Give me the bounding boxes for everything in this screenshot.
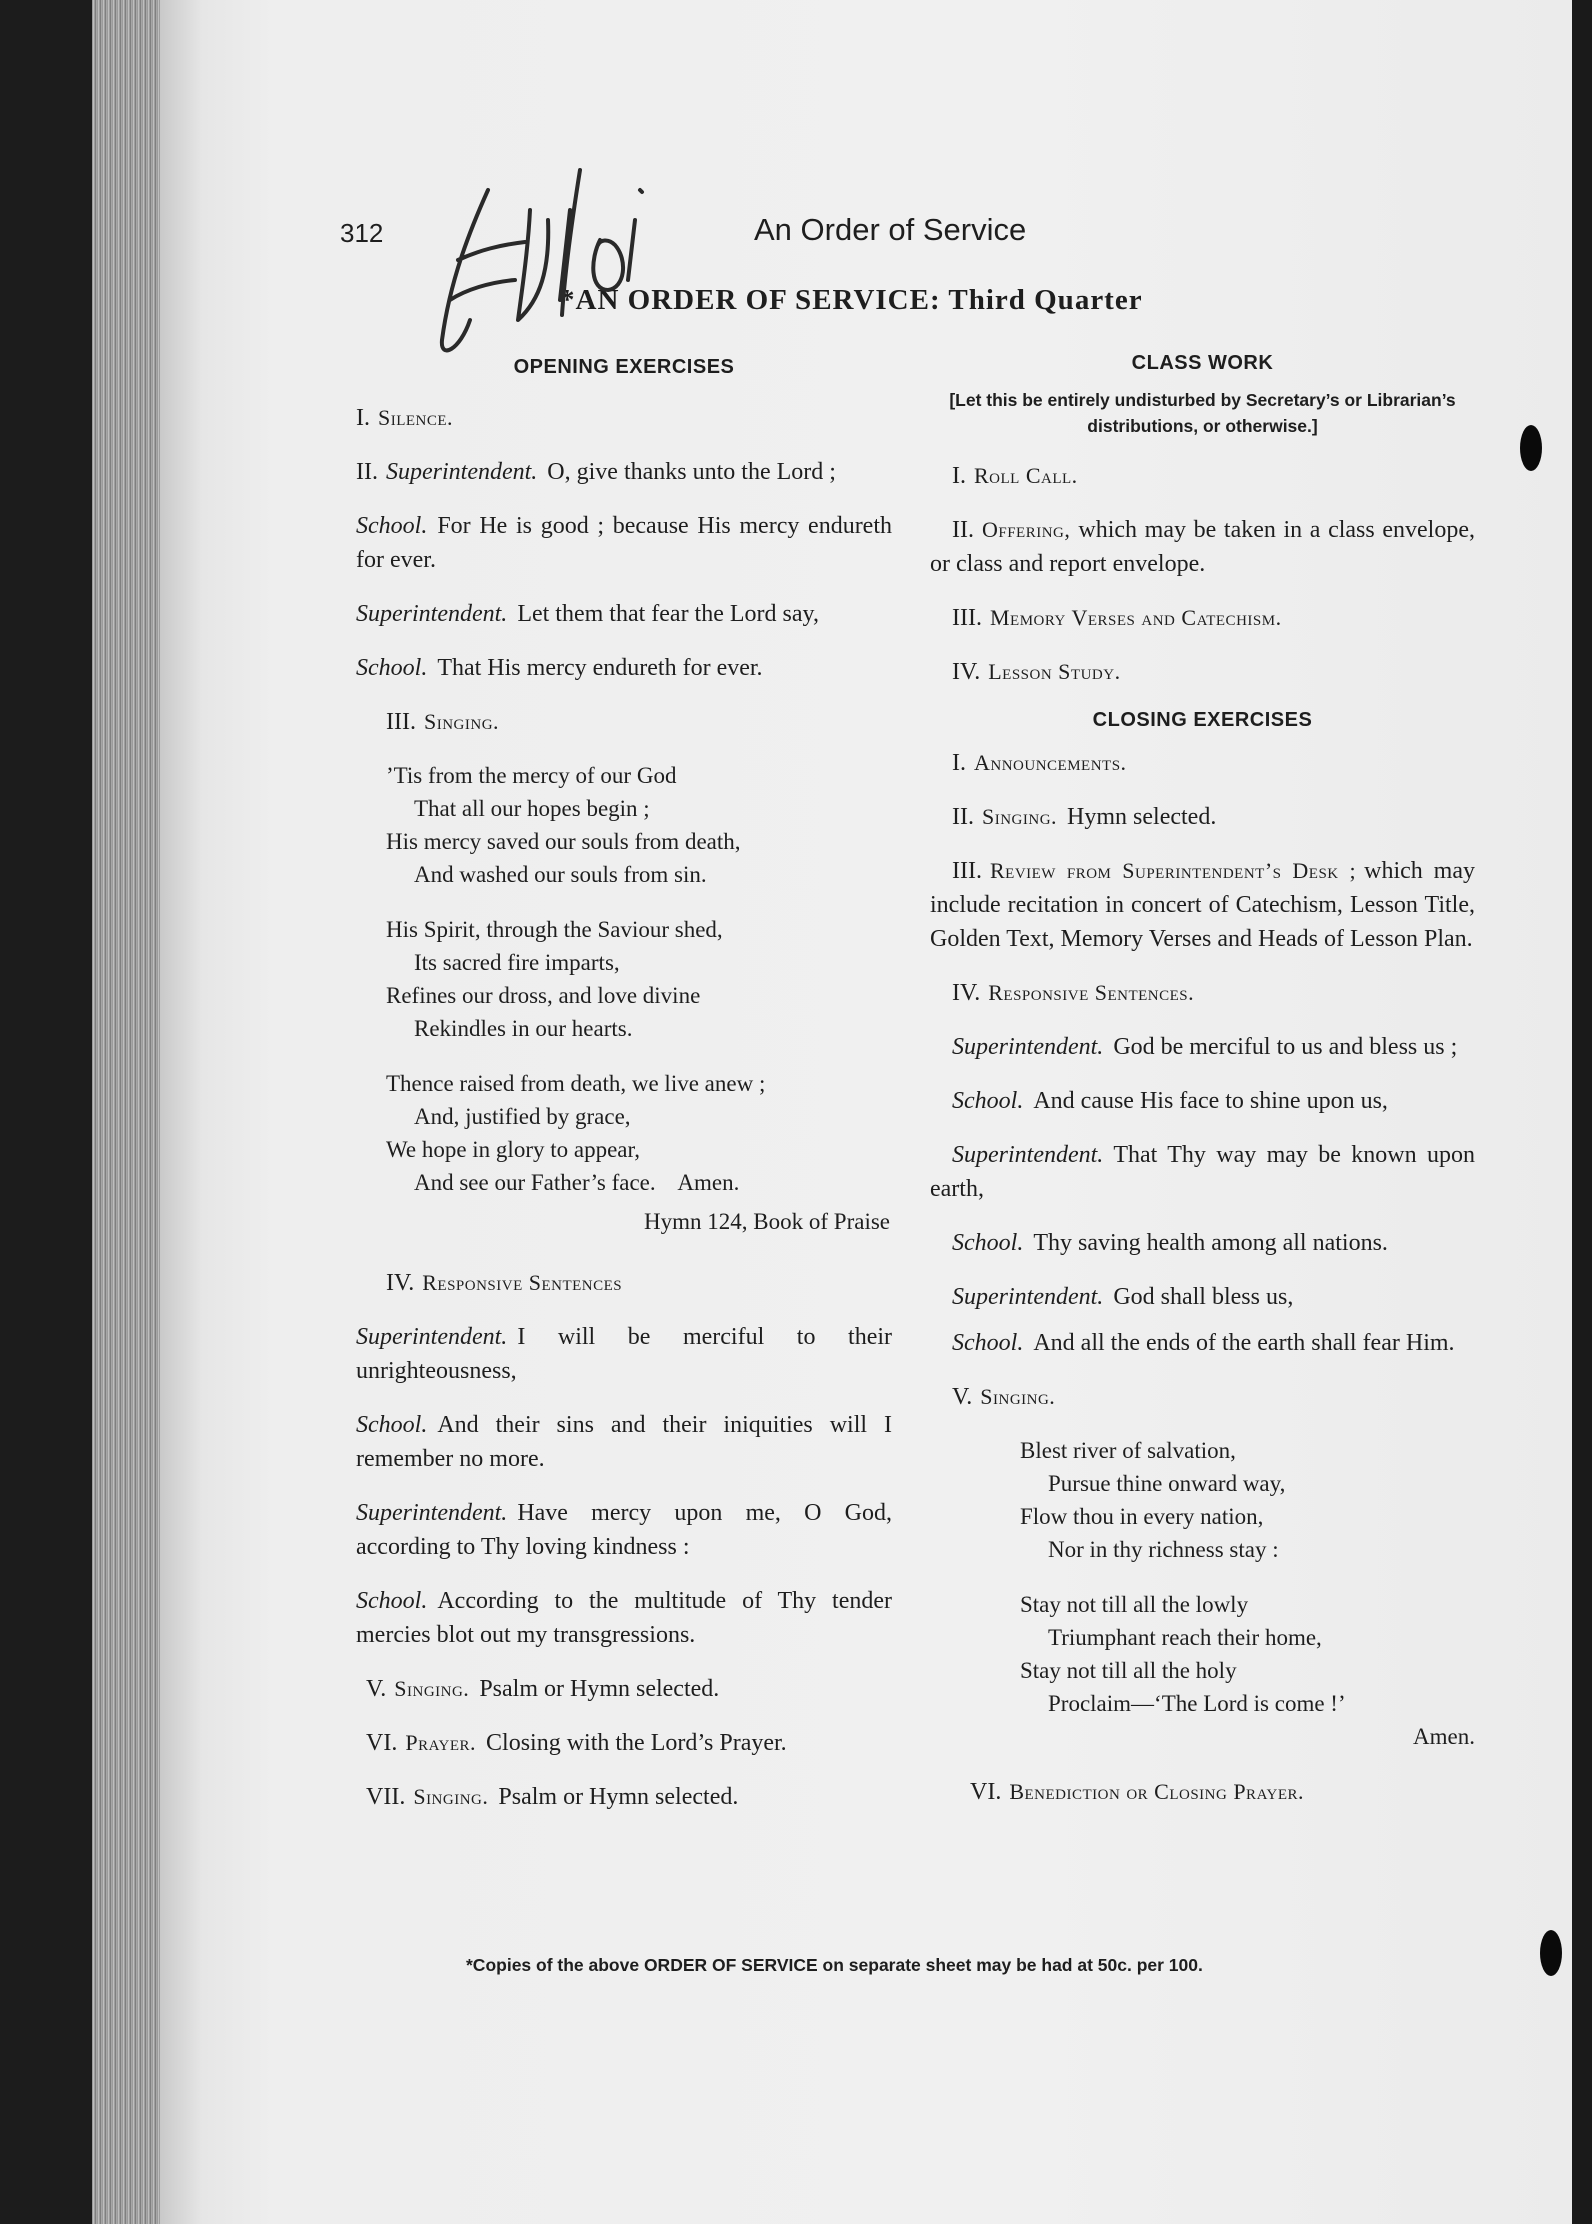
speaker-role: School. <box>356 1412 428 1438</box>
response-text: I will be merciful to their unrighteousness, <box>356 1324 892 1384</box>
item-numeral: II. <box>952 517 974 543</box>
item-label: Roll Call. <box>974 463 1078 488</box>
response-text: That Thy way may be known upon earth, <box>930 1142 1475 1202</box>
speaker-role: Superintendent. <box>952 1034 1104 1060</box>
right-column <box>930 352 1475 1829</box>
speaker-role: School. <box>952 1230 1024 1256</box>
item-numeral: V. <box>366 1676 387 1702</box>
silence-item <box>356 401 892 435</box>
item-numeral: I. <box>356 405 370 431</box>
verse-line: His Spirit, through the Saviour shed, <box>386 917 723 942</box>
verse-line: Stay not till all the lowly <box>1020 1592 1249 1617</box>
verse-line: Refines our dross, and love divine <box>386 983 701 1008</box>
responsive-line <box>356 509 892 577</box>
closing-exercises-heading: CLOSING EXERCISES <box>1092 709 1313 731</box>
review-item <box>930 854 1475 956</box>
item-label: Responsive Sentences. <box>988 980 1195 1005</box>
verse-line: Flow thou in every nation, <box>1020 1504 1264 1529</box>
item-numeral: VII. <box>366 1784 406 1810</box>
memory-verses-item <box>930 601 1475 635</box>
verse-line: Pursue thine onward way, <box>1048 1471 1286 1496</box>
item-text: Psalm or Hymn selected. <box>498 1784 739 1810</box>
response-text: For He is good ; because His mercy endureth for ever. <box>356 513 892 573</box>
item-text: which may include recitation in concert of Catechism, Lesson Title, Golden Text, Memory Verses and Heads of Lesson Plan. <box>930 858 1475 952</box>
speaker-role: Superintendent. <box>952 1142 1104 1168</box>
offering-item <box>930 513 1475 581</box>
item-label: Singing. <box>980 1384 1056 1409</box>
response-text: O, give thanks unto the Lord ; <box>547 459 836 485</box>
lesson-study-item <box>930 655 1475 689</box>
left-column <box>356 356 892 1834</box>
item-label: Offering, <box>981 517 1071 542</box>
responsive-line <box>356 597 892 631</box>
verse-line: That all our hopes begin ; <box>414 796 650 821</box>
hymn-stanza <box>1020 1588 1475 1720</box>
item-label: Review from Superintendent’s Desk ; <box>989 858 1357 883</box>
hymn-stanza <box>386 913 892 1045</box>
punch-hole <box>1520 425 1542 471</box>
speaker-role: School. <box>356 655 428 681</box>
item-numeral: III. <box>386 709 416 735</box>
response-text: God shall bless us, <box>1113 1284 1294 1310</box>
responsive-sentences-item <box>930 976 1475 1010</box>
singing-item <box>356 1672 892 1706</box>
item-label: Singing. <box>423 709 500 734</box>
hymn-stanza <box>1020 1434 1475 1566</box>
verse-line: His mercy saved our souls from death, <box>386 829 741 854</box>
item-text: which may be taken in a class envelope, or class and report envelope. <box>930 517 1475 577</box>
item-label: Silence. <box>378 405 454 430</box>
verse-line: Rekindles in our hearts. <box>414 1016 633 1041</box>
responsive-line <box>930 1030 1475 1064</box>
speaker-role: School. <box>356 1588 428 1614</box>
item-label: Singing. <box>413 1784 489 1809</box>
item-label: Singing. <box>394 1676 470 1701</box>
response-text: And all the ends of the earth shall fear Him. <box>1033 1330 1455 1356</box>
verse-line: We hope in glory to appear, <box>386 1137 640 1162</box>
responsive-line <box>356 651 892 685</box>
item-numeral: III. <box>952 858 982 884</box>
response-text: And cause His face to shine upon us, <box>1033 1088 1388 1114</box>
item-label: Prayer. <box>405 1730 477 1755</box>
speaker-role: Superintendent. <box>952 1284 1104 1310</box>
item-numeral: IV. <box>386 1270 415 1296</box>
singing-item <box>930 800 1475 834</box>
verse-line: And, justified by grace, <box>414 1104 631 1129</box>
page-number: 312 <box>340 218 384 248</box>
item-numeral: VI. <box>970 1779 1002 1805</box>
verse-line: Stay not till all the holy <box>1020 1658 1237 1683</box>
verse-line: And see our Father’s face. Amen. <box>414 1170 740 1195</box>
item-text: Hymn selected. <box>1067 804 1217 830</box>
item-numeral: IV. <box>952 659 981 685</box>
response-text: Have mercy upon me, O God, according to Thy loving kindness : <box>356 1500 892 1560</box>
response-text: That His mercy endureth for ever. <box>437 655 763 681</box>
hymn-stanza <box>386 1067 892 1199</box>
item-numeral: I. <box>952 463 966 489</box>
item-label: Announcements. <box>974 750 1127 775</box>
verse-line: Its sacred fire imparts, <box>414 950 620 975</box>
item-numeral: II. <box>356 459 378 485</box>
response-text: God be merciful to us and bless us ; <box>1113 1034 1458 1060</box>
class-work-heading: CLASS WORK <box>1131 352 1274 374</box>
responsive-line <box>356 455 892 489</box>
item-text: Psalm or Hymn selected. <box>479 1676 720 1702</box>
item-numeral: II. <box>952 804 974 830</box>
running-title: An Order of Service <box>754 212 1027 247</box>
verse-line: Nor in thy richness stay : <box>1048 1537 1279 1562</box>
verse-line: Blest river of salvation, <box>1020 1438 1236 1463</box>
speaker-role: School. <box>952 1330 1024 1356</box>
speaker-role: School. <box>952 1088 1024 1114</box>
prayer-item <box>356 1726 892 1760</box>
item-text: Closing with the Lord’s Prayer. <box>486 1730 787 1756</box>
responsive-line <box>356 1320 892 1388</box>
amen-line: Amen. <box>1413 1724 1475 1749</box>
responsive-line <box>930 1326 1475 1360</box>
hymn-source: Hymn 124, Book of Praise <box>644 1209 890 1234</box>
opening-exercises-heading: OPENING EXERCISES <box>513 356 735 378</box>
singing-item <box>356 1780 892 1814</box>
response-text: According to the multitude of Thy tender mercies blot out my transgressions. <box>356 1588 892 1648</box>
page-title: *AN ORDER OF SERVICE: Third Quarter <box>560 284 1143 316</box>
response-text: Thy saving health among all nations. <box>1033 1230 1388 1256</box>
speaker-role: Superintendent. <box>356 1500 508 1526</box>
responsive-line <box>356 1408 892 1476</box>
item-label: Benediction or Closing Prayer. <box>1009 1779 1305 1804</box>
responsive-line <box>356 1496 892 1564</box>
verse-line: Thence raised from death, we live anew ; <box>386 1071 766 1096</box>
response-text: And their sins and their iniquities will I remember no more. <box>356 1412 892 1472</box>
speaker-role: School. <box>356 513 428 539</box>
item-label: Responsive Sentences <box>422 1270 623 1295</box>
singing-item <box>356 705 892 739</box>
item-numeral: I. <box>952 750 966 776</box>
verse-line: Proclaim—‘The Lord is come !’ <box>1048 1691 1346 1716</box>
punch-hole <box>1540 1930 1562 1976</box>
responsive-line <box>356 1584 892 1652</box>
item-numeral: IV. <box>952 980 981 1006</box>
responsive-line <box>930 1226 1475 1260</box>
announcements-item <box>930 746 1475 780</box>
verse-line: And washed our souls from sin. <box>414 862 707 887</box>
footnote: *Copies of the above ORDER OF SERVICE on separate sheet may be had at 50c. per 100. <box>466 1955 1203 1975</box>
singing-item <box>930 1380 1475 1414</box>
responsive-line <box>930 1084 1475 1118</box>
speaker-role: Superintendent. <box>385 459 538 485</box>
speaker-role: Superintendent. <box>356 1324 508 1350</box>
responsive-line <box>930 1280 1475 1314</box>
speaker-role: Superintendent. <box>356 601 508 627</box>
benediction-item <box>930 1775 1475 1809</box>
item-label: Lesson Study. <box>988 659 1121 684</box>
item-numeral: V. <box>952 1384 973 1410</box>
class-work-note: [Let this be entirely undisturbed by Secretary’s or Librarian’s distributions, or otherwise.] <box>949 390 1456 436</box>
responsive-sentences-item <box>356 1266 892 1300</box>
responsive-line <box>930 1138 1475 1206</box>
item-numeral: VI. <box>366 1730 398 1756</box>
hymn-stanza <box>386 759 892 891</box>
scan-border <box>1572 0 1592 2224</box>
verse-line: Triumphant reach their home, <box>1048 1625 1322 1650</box>
item-label: Memory Verses and Catechism. <box>989 605 1282 630</box>
response-text: Let them that fear the Lord say, <box>517 601 819 627</box>
item-label: Singing. <box>981 804 1058 829</box>
roll-call-item <box>930 459 1475 493</box>
verse-line: ’Tis from the mercy of our God <box>386 763 677 788</box>
item-numeral: III. <box>952 605 982 631</box>
